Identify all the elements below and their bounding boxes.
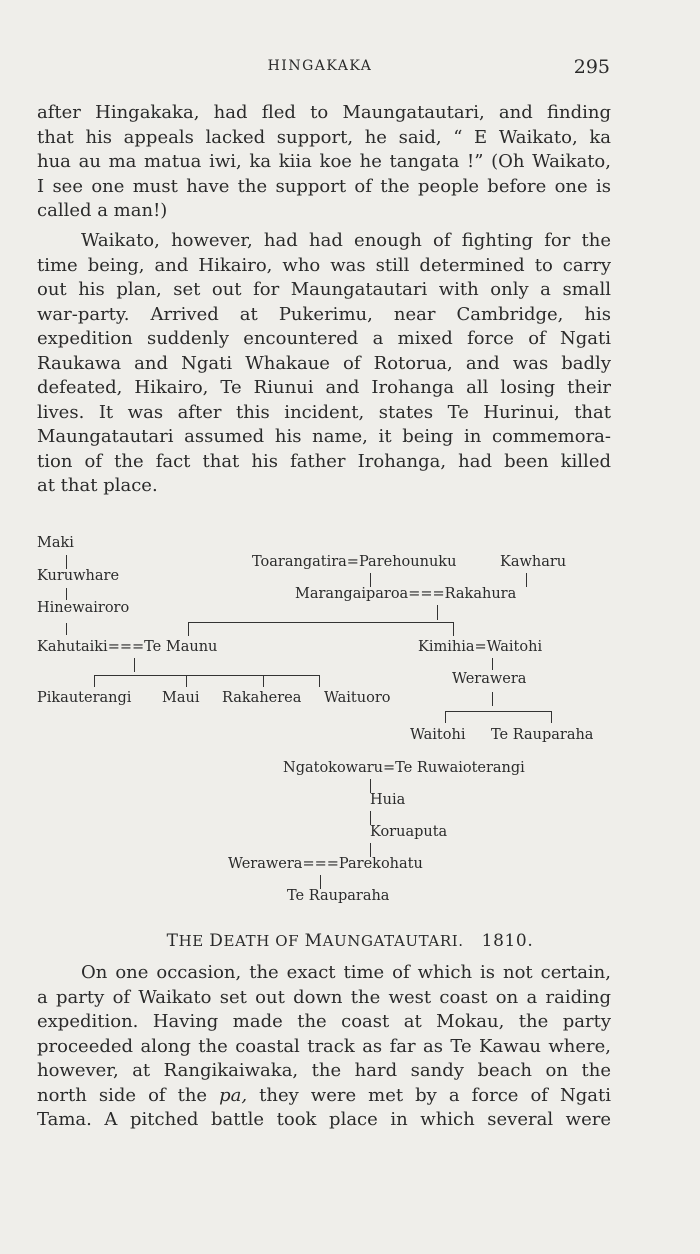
text-line: lives. It was after this incident, states Te Hurinui, that — [37, 401, 611, 423]
name-marangaiparoa-rakahura: Marangaiparoa===Rakahura — [295, 586, 517, 602]
descent-line — [370, 573, 371, 587]
name-maui: Maui — [162, 690, 200, 706]
name-hinewairoro: Hinewairoro — [37, 600, 130, 616]
descent-line — [134, 658, 135, 672]
text-fragment: they were met by a force of Ngati — [247, 1084, 611, 1106]
descent-line — [370, 779, 371, 793]
genealogy-table — [0, 530, 700, 920]
name-huia: Huia — [370, 792, 406, 808]
text-line: war-party. Arrived at Pukerimu, near Cambridge, his — [37, 303, 611, 325]
text-line: Raukawa and Ngati Whakaue of Rotorua, and was badly — [37, 352, 611, 374]
text-line: Waikato, however, had had enough of fighting for the — [81, 230, 611, 251]
descent-line — [370, 843, 371, 857]
name-te-rauparaha-2: Te Rauparaha — [287, 888, 390, 904]
text-line: that his appeals lacked support, he said, “ E Waikato, ka — [37, 126, 611, 148]
name-toarangatira-parehounuku: Toarangatira=Parehounuku — [252, 554, 457, 570]
text-line: expedition. Having made the coast at Mokau, the party — [37, 1011, 611, 1032]
descent-line — [551, 711, 552, 723]
text-line: at that place. — [37, 475, 158, 496]
heading-smallcaps: HE — [178, 932, 210, 950]
page-number: 295 — [573, 56, 610, 78]
text-line: hua au ma matua iwi, ka kiia koe he tangata !” (Oh Waikato, — [37, 151, 611, 172]
descent-line — [526, 573, 527, 587]
descent-line — [320, 875, 321, 889]
text-line: tion of the fact that his father Irohanga, had been killed — [37, 450, 611, 472]
descent-line — [263, 675, 264, 687]
descent-line — [66, 555, 67, 569]
text-line: On one occasion, the exact time of which is not certain, — [81, 962, 611, 983]
text-line: defeated, Hikairo, Te Riunui and Irohanga all losing their — [37, 377, 611, 398]
name-kuruwhare: Kuruwhare — [37, 568, 120, 584]
name-werawera-parekohatu: Werawera===Parekohatu — [228, 856, 423, 872]
text-line: after Hingakaka, had fled to Maungatautari, and finding — [37, 102, 611, 123]
name-te-rauparaha: Te Rauparaha — [491, 727, 594, 743]
descent-line — [94, 675, 95, 687]
descent-line — [492, 692, 493, 706]
text-fragment: north side of the — [37, 1084, 220, 1106]
name-werawera: Werawera — [452, 671, 527, 687]
paragraph-3 — [37, 961, 611, 1133]
heading-letter: T — [166, 931, 179, 951]
sibling-line — [445, 711, 551, 712]
name-waitohi: Waitohi — [410, 727, 466, 743]
descent-line — [492, 658, 493, 670]
text-line: however, at Rangikaiwaka, the hard sandy beach on the — [37, 1060, 611, 1081]
marriage-link-line — [188, 622, 453, 623]
running-title: HINGAKAKA — [267, 58, 373, 74]
text-line: I see one must have the support of the people before one is — [37, 175, 611, 197]
name-waituoro: Waituoro — [324, 690, 391, 706]
text-line: expedition suddenly encountered a mixed force of Ngati — [37, 328, 611, 349]
name-kahutaiki-te-maunu: Kahutaiki===Te Maunu — [37, 639, 218, 655]
descent-line — [437, 605, 438, 620]
name-pikauterangi: Pikauterangi — [37, 690, 132, 706]
descent-line — [66, 588, 67, 600]
running-header — [0, 58, 700, 82]
text-line: Maungatautari assumed his name, it being in commemora- — [37, 426, 611, 447]
name-kawharu: Kawharu — [500, 554, 567, 570]
text-line: time being, and Hikairo, who was still determined to carry — [37, 254, 611, 276]
name-rakaherea: Rakaherea — [222, 690, 302, 706]
text-line: a party of Waikato set out down the west coast on a raiding — [37, 986, 611, 1008]
paragraph-2 — [37, 229, 611, 499]
heading-smallcaps: EATH OF — [223, 932, 305, 950]
text-line: out his plan, set out for Maungatautari with only a small — [37, 279, 611, 300]
text-line — [37, 1084, 611, 1109]
descent-line — [188, 622, 189, 636]
descent-line — [186, 675, 187, 687]
descent-line — [66, 623, 67, 635]
paragraph-1 — [37, 101, 611, 224]
italic-word: pa, — [219, 1084, 248, 1106]
descent-line — [453, 622, 454, 636]
text-line: Tama. A pitched battle took place in which several were — [37, 1109, 611, 1130]
heading-letter: D — [209, 931, 224, 951]
heading-letter: M — [304, 931, 323, 951]
section-heading — [0, 931, 700, 951]
text-line: called a man!) — [37, 200, 168, 221]
heading-year: 1810. — [481, 931, 534, 951]
heading-smallcaps: AUNGATAUTARI. — [322, 932, 464, 950]
descent-line — [370, 811, 371, 825]
name-kimihia-waitohi: Kimihia=Waitohi — [418, 639, 543, 655]
name-koruaputa: Koruaputa — [370, 824, 448, 840]
text-line: proceeded along the coastal track as far as Te Kawau where, — [37, 1035, 611, 1057]
descent-line — [319, 675, 320, 687]
name-maki: Maki — [37, 535, 74, 551]
descent-line — [445, 711, 446, 723]
sibling-line — [94, 675, 319, 676]
name-ngatokowaru: Ngatokowaru=Te Ruwaioterangi — [283, 760, 525, 776]
